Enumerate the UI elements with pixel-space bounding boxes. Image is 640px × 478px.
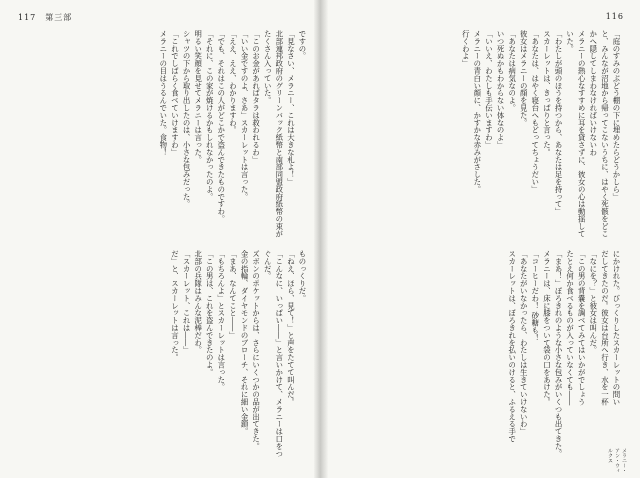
paragraph: ですの。	[298, 30, 307, 60]
paragraph: 「わたしが頭のほうを持つから、あなたは足を持って」	[554, 30, 564, 215]
paragraph: 「ねえ、ほら、見て！」と声をたてて叫んだ。	[286, 250, 296, 406]
paragraph: 行くわよ」	[461, 30, 471, 67]
paragraph: メラニーの青白い顔に、かすかな赤みがさした。	[472, 30, 482, 193]
paragraph: ズボンのポケットからは、さらにいくつかの品が出てきた。	[251, 250, 261, 450]
book-gutter	[314, 0, 328, 478]
paragraph: メラニーは、床に膝をついて袋の口をあけた。	[542, 250, 552, 406]
left-top-text-block	[18, 30, 308, 242]
paragraph: 「でも、それはこの人がどこかで盗んできたものですわ。	[216, 30, 226, 223]
right-page	[334, 0, 630, 478]
paragraph: ものっくりだ。	[298, 250, 307, 302]
paragraph: 「こんなに、いっぱい――」と言いかけて、メラニーは口をつぐんだ。	[263, 250, 284, 458]
paragraph: シャツの下から取り出したのは、小さな包みだった。	[182, 30, 192, 208]
paragraph: メラニーの目はうるんでいた。食物！	[158, 30, 168, 156]
left-bottom-text-block	[18, 250, 308, 460]
paragraph: 「なにを？」と彼女は叫んだ。	[588, 250, 598, 354]
paragraph: 北部の兵隊はみんな泥棒だわ。	[193, 250, 203, 354]
paragraph: 北部連邦政府のグリーンバック紙幣と南部同盟政府紙幣の束がたくさん入っていた。	[263, 30, 284, 238]
paragraph: 金の指輪、ダイヤモンドのブローチ、それに細い金鎖。	[240, 250, 250, 435]
paragraph: 「見なさい、メラニー、これは大きな札よ！」	[286, 30, 296, 186]
left-page	[12, 0, 308, 478]
paragraph: 「スカーレット、これは――」	[182, 250, 192, 354]
paragraph: いつ死ぬかもわからない体なのよ」	[496, 30, 506, 149]
paragraph: だ」と、スカーレットは言った。	[170, 250, 180, 361]
paragraph: 「これでしばらく食べていけますわ」	[170, 30, 180, 156]
paragraph: 「いいえ、わたしも手伝いますわ」	[484, 30, 494, 149]
paragraph: 「あなたは病気なのよ。	[507, 30, 517, 112]
paragraph: 「もちろんよ」とスカーレットは言った。	[216, 250, 226, 391]
left-page-header: 117 第三部	[18, 13, 73, 22]
paragraph: たとえ何か食べるものが入っていなくても――	[565, 250, 575, 406]
margin-note: メラニー・アン・ウィルクス	[607, 448, 627, 473]
paragraph: 「この男の背嚢を調べてみてはいかがでしょう	[577, 250, 587, 406]
right-top-text-block	[334, 30, 622, 242]
paragraph: 「この男は、これを盗んできたのよ。	[205, 250, 215, 376]
paragraph: 「このお金があればタラは救われるわ」	[251, 30, 261, 164]
paragraph: 「まあ、なんてこと――」	[228, 250, 238, 339]
paragraph: 「あなたは、はやく寝台へもどってちょうだい」	[530, 30, 540, 193]
paragraph: と、みんなが沼地から帰ってこないうちに、はやく死骸をどこかへ隠してしまわなければいけないわ	[588, 30, 610, 238]
paragraph: スカーレットは、ぼろきれを払いのけると、ふるえる手で	[507, 250, 517, 443]
right-page-header: 116	[605, 12, 624, 21]
paragraph: 「コーヒーだわ！ 砂糖も！	[530, 250, 540, 342]
paragraph: スカーレットは、きっぱりと言った。	[542, 30, 552, 156]
paragraph: だしてきたのだ。彼女は台所へ行き、水を一杯	[600, 250, 610, 406]
paragraph: 彼女はメラニーの顔を見た。	[519, 30, 529, 127]
paragraph: にかけれた。びっくりしたスカーレットの問い	[612, 250, 621, 406]
right-bottom-text-block	[334, 250, 622, 460]
paragraph: 「ええ、ええ、わかりますわ。	[228, 30, 238, 134]
paragraph: 「あなたがいなかったら、わたしは生きていけないわ」	[519, 250, 529, 435]
paragraph: 明るい笑顔を見せてメラニーは言った。	[193, 30, 203, 164]
paragraph: メラニーの熱心なすすめに耳を貸さずに、彼女の心は動揺していた。	[565, 30, 587, 238]
paragraph: 「まあ！」ぽろきれのような小さな包みがいくつも出てきた。	[554, 250, 564, 458]
paragraph: 「庭のすみのぶどう棚の下に埋めたらどうかしら」	[612, 30, 621, 201]
paragraph: 「それに、この家が焼けるかもしれなかったのよ。	[205, 30, 215, 201]
paragraph: 「いい金ですのよ、さあ」スカーレットは言った。	[240, 30, 250, 201]
